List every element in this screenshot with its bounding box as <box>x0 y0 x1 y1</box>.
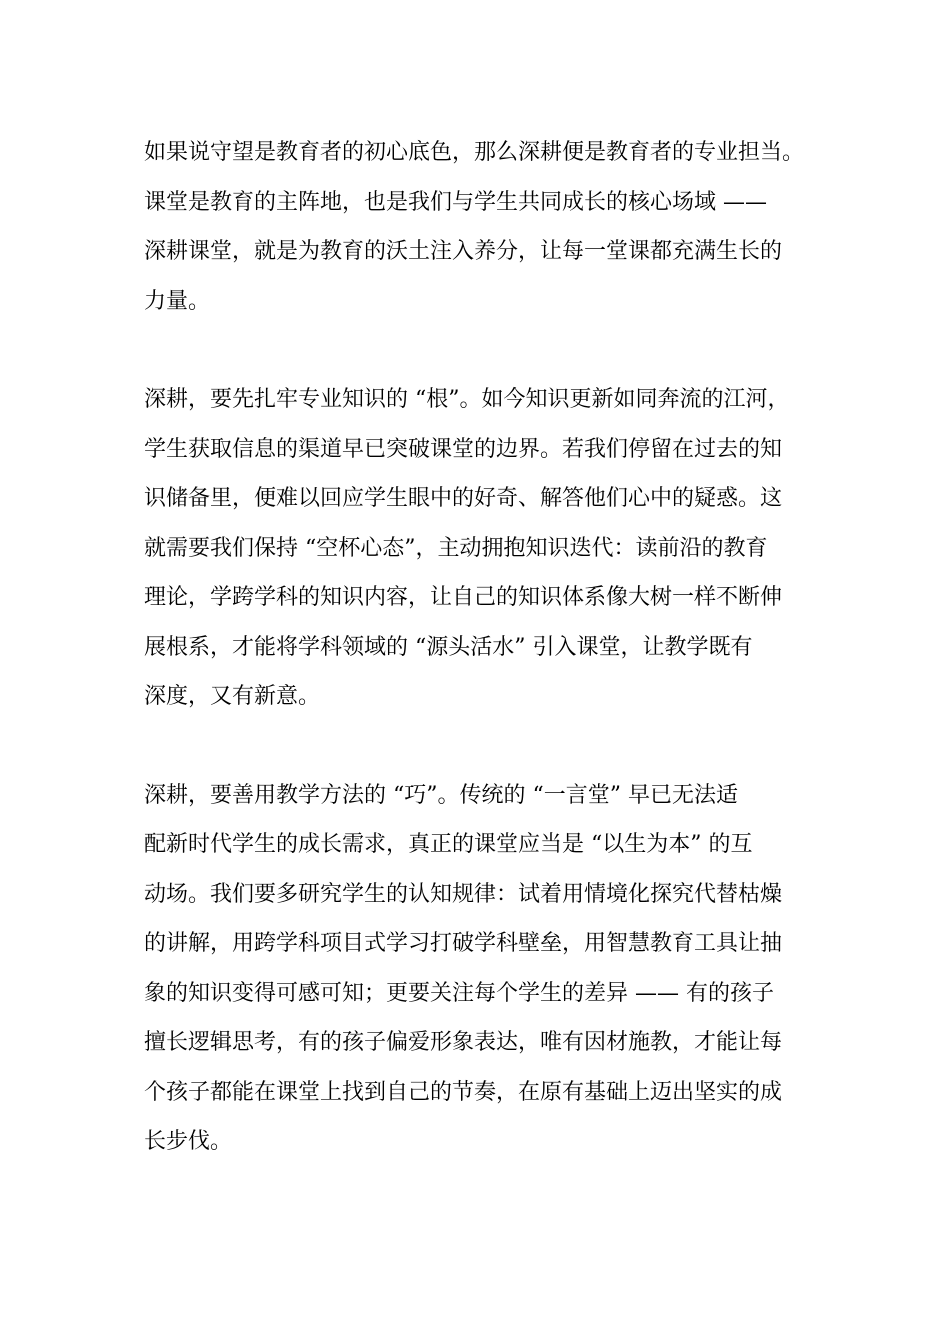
text-line: 如果说守望是教育者的初心底色，那么深耕便是教育者的专业担当。 <box>144 140 805 165</box>
text-line: 擅长逻辑思考，有的孩子偏爱形象表达，唯有因材施教，才能让每 <box>144 1030 783 1055</box>
paragraph-2 <box>144 375 814 722</box>
text-line: 识储备里，便难以回应学生眼中的好奇、解答他们心中的疑惑。这 <box>144 486 783 511</box>
text-line: 动场。我们要多研究学生的认知规律：试着用情境化探究代替枯燥 <box>144 881 783 907</box>
text-line: 展根系，才能将学科领域的 “源头活水” 引入课堂，让教学既有 <box>144 634 753 660</box>
text-line: 个孩子都能在课堂上找到自己的节奏，在原有基础上迈出坚实的成 <box>144 1079 783 1105</box>
paragraph-3 <box>144 771 814 1167</box>
text-line: 力量。 <box>144 288 211 314</box>
text-line: 深耕，要善用教学方法的 “巧”。传统的 “一言堂” 早已无法适 <box>144 782 738 808</box>
text-line: 深耕课堂，就是为教育的沃土注入养分，让每一堂课都充满生长的 <box>144 239 783 264</box>
text-line: 就需要我们保持 “空杯心态”，主动拥抱知识迭代：读前沿的教育 <box>144 535 768 561</box>
text-line: 象的知识变得可感可知；更要关注每个学生的差异 —— 有的孩子 <box>144 980 774 1006</box>
document-body <box>144 128 814 1167</box>
text-line: 深耕，要先扎牢专业知识的 “根”。如今知识更新如同奔流的江河， <box>144 387 790 412</box>
text-line: 课堂是教育的主阵地，也是我们与学生共同成长的核心场域 —— <box>144 189 767 215</box>
text-line: 的讲解，用跨学科项目式学习打破学科壁垒，用智慧教育工具让抽 <box>144 931 783 956</box>
text-line: 理论，学跨学科的知识内容，让自己的知识体系像大树一样不断伸 <box>144 585 783 610</box>
text-line: 长步伐。 <box>144 1129 233 1154</box>
text-line: 配新时代学生的成长需求，真正的课堂应当是 “以生为本” 的互 <box>144 832 753 857</box>
text-line: 学生获取信息的渠道早已突破课堂的边界。若我们停留在过去的知 <box>144 436 783 462</box>
text-line: 深度，又有新意。 <box>144 684 321 709</box>
paragraph-1 <box>144 128 814 326</box>
